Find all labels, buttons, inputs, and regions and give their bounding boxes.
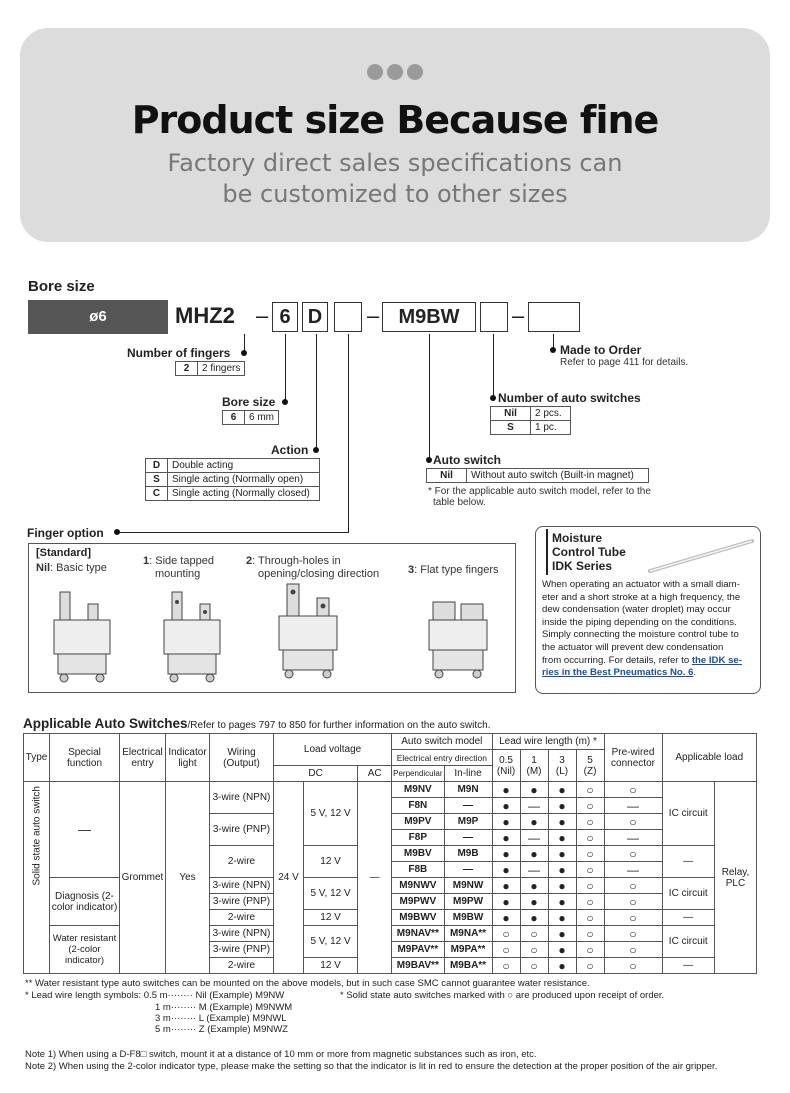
- moisture-text: [542, 579, 758, 680]
- table-cell: Lead wire length (m) *: [492, 734, 604, 750]
- switches-title-text: Applicable Auto Switches: [23, 716, 188, 731]
- mark-cell: ●: [548, 942, 576, 958]
- mark-cell: ○: [576, 926, 604, 942]
- mark-cell: ●: [520, 814, 548, 830]
- moisture-title-2: Control Tube: [552, 545, 626, 559]
- code-box-6: 6: [272, 302, 298, 332]
- perp-model: M9NWV: [392, 878, 444, 894]
- wiring-cell: 3-wire (PNP): [210, 942, 274, 958]
- footnote-lead-3: 3 m········ L (Example) M9NWL: [155, 1013, 287, 1024]
- footnote-lead-5: 5 m········ Z (Example) M9NWZ: [155, 1024, 288, 1035]
- opt3-val: : Flat type fingers: [414, 564, 499, 576]
- perp-model: M9NAV**: [392, 926, 444, 942]
- indicator-cell: Yes: [166, 782, 210, 974]
- mark-cell: ○: [492, 942, 520, 958]
- mark-cell: ●: [548, 878, 576, 894]
- type-label: Solid state auto switch: [31, 786, 42, 886]
- mark-cell: ○: [576, 862, 604, 878]
- action-row: [146, 473, 320, 487]
- num-switch-key: Nil: [491, 407, 531, 421]
- mark-cell: ●: [492, 798, 520, 814]
- dc-cell: 5 V, 12 V: [304, 782, 358, 846]
- num-switch-val: 2 pcs.: [531, 407, 571, 421]
- mark-cell: ○: [520, 942, 548, 958]
- mark-cell: ○: [604, 958, 662, 974]
- mark-cell: ○: [604, 910, 662, 926]
- inline-model: M9NW: [444, 878, 492, 894]
- moisture-line: inside the piping depending on the conditions.: [542, 616, 737, 628]
- table-cell: Special function: [50, 734, 120, 782]
- action-title: Action: [271, 443, 309, 457]
- banner-subtitle-line1: Factory direct sales specifications can: [167, 149, 623, 177]
- finger-option-title: Finger option: [27, 526, 104, 540]
- option-2: [246, 555, 341, 567]
- mark-cell: ○: [604, 782, 662, 798]
- action-row: [146, 487, 320, 501]
- inline-model: M9BW: [444, 910, 492, 926]
- opt3-key: 3: [408, 564, 415, 576]
- mark-cell: ○: [576, 894, 604, 910]
- dc-cell: 12 V: [304, 958, 358, 974]
- option-1: [143, 555, 214, 567]
- auto-switch-spec-table: [23, 733, 757, 974]
- auto-switch-val: Without auto switch (Built-in magnet): [467, 469, 649, 483]
- switches-ref: /Refer to pages 797 to 850 for further information on the auto switch.: [187, 720, 491, 731]
- num-switch-title: Number of auto switches: [498, 391, 641, 405]
- auto-switch-note: * For the applicable auto switch model, refer to the: [428, 486, 651, 497]
- lead-length: 3: [559, 754, 565, 766]
- mark-cell: ●: [492, 782, 520, 798]
- opt2-l1: : Through-holes in: [252, 555, 341, 567]
- special-dash: —: [50, 782, 120, 878]
- mark-cell: ●: [548, 958, 576, 974]
- code-box-made-to-order: [528, 302, 580, 332]
- mark-cell: —: [604, 798, 662, 814]
- bore-table: [222, 410, 279, 425]
- table-cell: In-line: [444, 766, 492, 782]
- wiring-cell: 2-wire: [210, 846, 274, 878]
- mark-cell: —: [520, 798, 548, 814]
- wiring-cell: 2-wire: [210, 958, 274, 974]
- mark-cell: ○: [576, 846, 604, 862]
- perp-model: M9PV: [392, 814, 444, 830]
- mark-cell: ○: [492, 958, 520, 974]
- table-cell: Wiring (Output): [210, 734, 274, 782]
- num-switch-key: S: [491, 421, 531, 435]
- auto-switch-table: [426, 468, 649, 483]
- moisture-line: Simply connecting the moisture control tube to: [542, 629, 739, 641]
- dash: –: [256, 303, 269, 328]
- dc-cell: 12 V: [304, 846, 358, 878]
- bore-value-bar: ø6: [28, 300, 168, 334]
- load-ic: IC circuit: [662, 782, 714, 846]
- fingers-val: 2 fingers: [198, 362, 245, 376]
- note-1: Note 1) When using a D-F8□ switch, mount it at a distance of 10 mm or more from magnetic substances such as iron, etc.: [25, 1049, 537, 1060]
- standard-label: [Standard]: [36, 547, 91, 559]
- option-2-l2: opening/closing direction: [258, 568, 380, 580]
- inline-model: M9B: [444, 846, 492, 862]
- opt1-l1: : Side tapped: [149, 555, 214, 567]
- inline-model: M9P: [444, 814, 492, 830]
- wiring-cell: 3-wire (NPN): [210, 926, 274, 942]
- moisture-title: [552, 531, 626, 573]
- wiring-cell: 3-wire (NPN): [210, 782, 274, 814]
- perp-model: M9PAV**: [392, 942, 444, 958]
- opt1-key: 1: [143, 555, 150, 567]
- dash: –: [367, 303, 380, 328]
- table-cell: AC: [358, 766, 392, 782]
- mark-cell: ○: [576, 830, 604, 846]
- code-box-blank: [334, 302, 362, 332]
- auto-switch-note2: table below.: [433, 497, 486, 508]
- perp-model: F8B: [392, 862, 444, 878]
- perp-model: M9NV: [392, 782, 444, 798]
- mark-cell: ○: [576, 958, 604, 974]
- inline-model: —: [444, 830, 492, 846]
- inline-model: M9NA**: [444, 926, 492, 942]
- num-switch-row: [491, 421, 571, 435]
- banner-subtitle: [20, 148, 770, 210]
- mark-cell: ●: [492, 846, 520, 862]
- v24-cell: 24 V: [274, 782, 304, 974]
- lead-length-header: [548, 750, 576, 782]
- moisture-link-line: [542, 667, 758, 680]
- inline-model: —: [444, 862, 492, 878]
- moisture-title-1: Moisture: [552, 531, 603, 545]
- inline-model: M9PW: [444, 894, 492, 910]
- lead-length: 0.5: [499, 754, 513, 766]
- note-2: Note 2) When using the 2-color indicator type, please make the setting so that the indicator is lit in red to ensure the detection at the proper position of the air gripper.: [25, 1061, 718, 1072]
- wiring-cell: 2-wire: [210, 910, 274, 926]
- mark-cell: ●: [548, 862, 576, 878]
- banner-title: Product size Because fine: [131, 98, 659, 142]
- lead-length-header: [576, 750, 604, 782]
- mark-cell: ○: [576, 942, 604, 958]
- moisture-line: When operating an actuator with a small diam-: [542, 579, 740, 590]
- mark-cell: ○: [576, 910, 604, 926]
- footnote-water: ** Water resistant type auto switches can be mounted on the above models, but in such case SMC cannot guarantee water resistance.: [25, 978, 590, 989]
- table-cell: Load voltage: [274, 734, 392, 766]
- perp-model: M9BWV: [392, 910, 444, 926]
- table-row: [24, 782, 757, 798]
- switches-title: [23, 716, 491, 731]
- mark-cell: ○: [492, 926, 520, 942]
- lead-symbol: (Nil): [496, 765, 516, 777]
- lead-length-header: [520, 750, 548, 782]
- made-to-order-ref: Refer to page 411 for details.: [560, 357, 689, 368]
- moisture-line-last: [542, 655, 758, 668]
- dot-icon: [367, 64, 383, 80]
- footnote-solid: * Solid state auto switches marked with ○ are produced upon receipt of order.: [340, 990, 665, 1001]
- gripper-basic-illustration: [50, 590, 120, 685]
- lead-symbol: (M): [526, 765, 542, 777]
- table-cell: DC: [274, 766, 358, 782]
- mark-cell: ○: [604, 846, 662, 862]
- mark-cell: ●: [548, 910, 576, 926]
- mark-cell: ●: [492, 878, 520, 894]
- perp-model: M9BV: [392, 846, 444, 862]
- banner-subtitle-line2: be customized to other sizes: [222, 180, 568, 208]
- dots-indicator: [20, 64, 770, 85]
- idk-link-2: ries in the Best Pneumatics No. 6: [542, 667, 694, 679]
- action-key: C: [146, 487, 168, 501]
- wiring-cell: 3-wire (PNP): [210, 894, 274, 910]
- action-val: Double acting: [168, 459, 320, 473]
- bore-title: Bore size: [222, 395, 276, 409]
- lead-length: 5: [587, 754, 593, 766]
- action-val: Single acting (Normally open): [168, 473, 320, 487]
- model-code: MHZ2: [175, 303, 235, 328]
- code-box-blank: [480, 302, 508, 332]
- mark-cell: ●: [548, 926, 576, 942]
- wiring-cell: 3-wire (NPN): [210, 878, 274, 894]
- fingers-key: 2: [176, 362, 198, 376]
- mark-cell: —: [520, 830, 548, 846]
- mark-cell: ●: [520, 878, 548, 894]
- mark-cell: ●: [548, 814, 576, 830]
- auto-switch-key: Nil: [427, 469, 467, 483]
- perp-model: M9BAV**: [392, 958, 444, 974]
- header-row: [24, 734, 757, 750]
- table-cell: Auto switch model: [392, 734, 492, 750]
- action-key: S: [146, 473, 168, 487]
- mark-cell: ○: [604, 814, 662, 830]
- mark-cell: ○: [604, 926, 662, 942]
- wiring-cell: 3-wire (PNP): [210, 814, 274, 846]
- num-switch-row: [491, 407, 571, 421]
- header-banner: [20, 28, 770, 242]
- mark-cell: ●: [548, 830, 576, 846]
- mark-cell: ●: [548, 846, 576, 862]
- mark-cell: ●: [520, 846, 548, 862]
- table-cell: Electrical entry: [120, 734, 166, 782]
- mark-cell: ●: [548, 798, 576, 814]
- table-cell: Type: [24, 734, 50, 782]
- table-cell: Electrical entry direction: [392, 750, 492, 766]
- inline-model: M9N: [444, 782, 492, 798]
- code-box-switch: M9BW: [382, 302, 476, 332]
- gripper-side-tapped-illustration: [160, 590, 230, 685]
- bore-key: 6: [223, 411, 245, 425]
- code-box-d: D: [302, 302, 328, 332]
- mark-cell: ●: [492, 910, 520, 926]
- mark-cell: —: [604, 830, 662, 846]
- fingers-title: Number of fingers: [127, 346, 231, 360]
- mark-cell: ●: [492, 862, 520, 878]
- table-cell: Pre-wired connector: [604, 734, 662, 782]
- special-water: Water resistant (2-color indicator): [50, 926, 120, 974]
- load-dash: —: [662, 958, 714, 974]
- nil-key: Nil: [36, 562, 51, 574]
- made-to-order-title: Made to Order: [560, 343, 642, 357]
- mark-cell: ○: [604, 878, 662, 894]
- moisture-line: from occurring. For details, refer to: [542, 654, 690, 666]
- table-cell: Applicable load: [662, 734, 756, 782]
- dash: –: [512, 303, 525, 328]
- mark-cell: ○: [576, 814, 604, 830]
- mark-cell: ○: [576, 878, 604, 894]
- footnote-lead-1: 1 m········ M (Example) M9NWM: [155, 1002, 293, 1013]
- dot-icon: [387, 64, 403, 80]
- action-key: D: [146, 459, 168, 473]
- idk-link: the IDK se-: [691, 654, 742, 666]
- num-switch-val: 1 pc.: [531, 421, 571, 435]
- footnote-lead: * Lead wire length symbols: 0.5 m········ Nil (Example) M9NW: [25, 990, 285, 1001]
- auto-switch-title: Auto switch: [433, 453, 501, 467]
- special-diag: Diagnosis (2-color indicator): [50, 878, 120, 926]
- mark-cell: ●: [520, 894, 548, 910]
- mark-cell: ○: [576, 798, 604, 814]
- gripper-through-holes-illustration: [275, 582, 345, 682]
- nil-option: [36, 562, 107, 574]
- mark-cell: ○: [576, 782, 604, 798]
- mark-cell: ●: [492, 830, 520, 846]
- moisture-line: eter and a short stroke at a high frequency, the: [542, 591, 741, 603]
- inline-model: —: [444, 798, 492, 814]
- mark-cell: —: [520, 862, 548, 878]
- bore-val: 6 mm: [245, 411, 279, 425]
- entry-cell: Grommet: [120, 782, 166, 974]
- num-switch-table: [490, 406, 571, 435]
- option-1-l2: mounting: [155, 568, 201, 580]
- mark-cell: ●: [492, 814, 520, 830]
- inline-model: M9BA**: [444, 958, 492, 974]
- moisture-title-3: IDK Series: [552, 559, 613, 573]
- action-table: [145, 458, 320, 501]
- ac-cell: —: [358, 782, 392, 974]
- fingers-table: [175, 361, 245, 376]
- perp-model: M9PWV: [392, 894, 444, 910]
- action-row: [146, 459, 320, 473]
- dot-icon: [407, 64, 423, 80]
- mark-cell: ○: [604, 942, 662, 958]
- load-ic: IC circuit: [662, 878, 714, 910]
- gripper-flat-fingers-illustration: [425, 598, 495, 683]
- action-val: Single acting (Normally closed): [168, 487, 320, 501]
- table-cell: Indicator light: [166, 734, 210, 782]
- dc-cell: 5 V, 12 V: [304, 878, 358, 910]
- mark-cell: ●: [492, 894, 520, 910]
- moisture-line: the actuator will prevent dew condensation: [542, 641, 724, 653]
- mark-cell: ○: [604, 894, 662, 910]
- inline-model: M9PA**: [444, 942, 492, 958]
- dc-cell: 5 V, 12 V: [304, 926, 358, 958]
- nil-val: : Basic type: [50, 562, 107, 574]
- load-ic: IC circuit: [662, 926, 714, 958]
- type-cell: [24, 782, 50, 974]
- perp-model: F8P: [392, 830, 444, 846]
- bore-size-heading: Bore size: [28, 278, 95, 295]
- mark-cell: ●: [520, 910, 548, 926]
- mark-cell: ●: [548, 894, 576, 910]
- load-dash: —: [662, 846, 714, 878]
- opt2-key: 2: [246, 555, 253, 567]
- moisture-line: dew condensation (water droplet) may occur: [542, 604, 731, 616]
- option-3: [408, 564, 499, 576]
- tube-illustration: [646, 535, 758, 575]
- link-period: .: [693, 667, 697, 679]
- mark-cell: ○: [520, 926, 548, 942]
- mark-cell: ○: [520, 958, 548, 974]
- lead-length: 1: [531, 754, 537, 766]
- moisture-box: [535, 526, 761, 694]
- dc-cell: 12 V: [304, 910, 358, 926]
- load-dash: —: [662, 910, 714, 926]
- lead-length-header: [492, 750, 520, 782]
- lead-symbol: (L): [555, 765, 569, 777]
- lead-symbol: (Z): [583, 765, 597, 777]
- mark-cell: ●: [520, 782, 548, 798]
- relay-cell: Relay, PLC: [715, 782, 757, 974]
- perp-model: F8N: [392, 798, 444, 814]
- mark-cell: —: [604, 862, 662, 878]
- mark-cell: ●: [548, 782, 576, 798]
- table-cell: Perpendicular: [392, 766, 444, 782]
